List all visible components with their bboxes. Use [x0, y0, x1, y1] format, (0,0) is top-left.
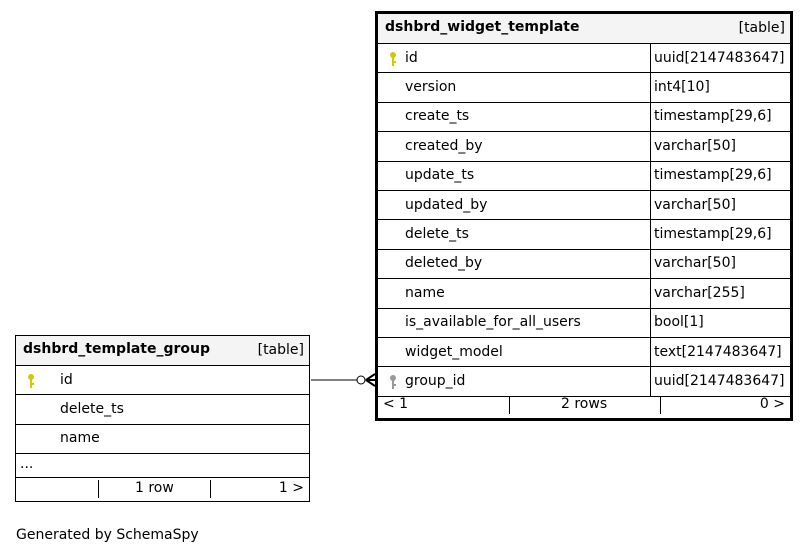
children-link[interactable]: 1 >	[278, 480, 304, 496]
column-type: uuid[2147483647]	[654, 49, 785, 66]
column-type: timestamp[29,6]	[654, 226, 772, 243]
column-name: update_ts	[405, 167, 475, 184]
more-columns: ...	[20, 456, 34, 472]
column-name: widget_model	[405, 343, 503, 360]
column-name: create_ts	[405, 108, 470, 125]
column-type: varchar[50]	[654, 137, 736, 154]
generated-by-caption: Generated by SchemaSpy	[16, 527, 199, 543]
zero-cardinality-circle	[357, 376, 365, 384]
column-name: deleted_by	[405, 255, 483, 272]
crowfoot-icon	[366, 374, 375, 386]
column-name: name	[60, 430, 100, 447]
column-type: timestamp[29,6]	[654, 167, 772, 184]
row-count: 2 rows	[561, 396, 608, 412]
column-name: updated_by	[405, 196, 488, 213]
column-name: delete_ts	[405, 226, 469, 243]
column-type: varchar[50]	[654, 196, 736, 213]
column-type: timestamp[29,6]	[654, 108, 772, 125]
column-name: is_available_for_all_users	[405, 314, 581, 331]
table-name: dshbrd_widget_template	[385, 19, 580, 35]
column-name: id	[405, 49, 418, 66]
column-name: delete_ts	[60, 400, 124, 417]
column-type: int4[10]	[654, 79, 710, 96]
column-name: id	[60, 371, 73, 388]
table-kind: [table]	[738, 20, 785, 36]
column-name: name	[405, 284, 445, 301]
column-name: group_id	[405, 373, 466, 390]
column-type: text[2147483647]	[654, 343, 782, 360]
column-name: created_by	[405, 137, 483, 154]
row-count: 1 row	[135, 480, 174, 496]
column-type: varchar[50]	[654, 255, 736, 272]
column-type: varchar[255]	[654, 284, 745, 301]
table-name: dshbrd_template_group	[23, 341, 211, 357]
column-type: uuid[2147483647]	[654, 373, 785, 390]
parents-link[interactable]: < 1	[383, 396, 409, 412]
children-link[interactable]: 0 >	[759, 396, 785, 412]
column-type: bool[1]	[654, 314, 704, 331]
table-kind: [table]	[257, 342, 304, 358]
column-name: version	[405, 79, 457, 96]
